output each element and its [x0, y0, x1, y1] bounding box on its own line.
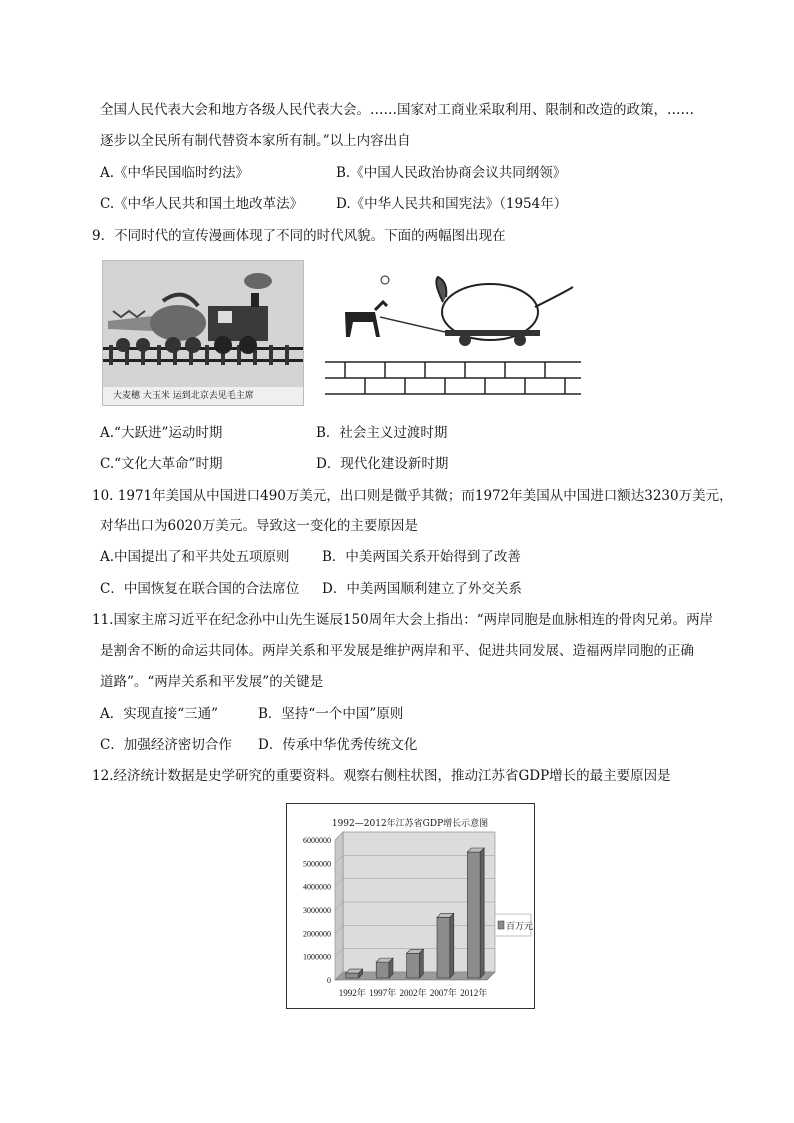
q11-option-d[interactable]: D．传承中华优秀传统文化	[258, 737, 418, 753]
x-tick-label: 2012年	[460, 988, 488, 998]
chart-title: 1992—2012年江苏省GDP增长示意图	[331, 819, 489, 829]
q10-stem-line1: 10. 1971年美国从中国进口490万美元，出口则是微乎其微；而1972年美国从中国进口额达3230万美元，	[92, 488, 733, 504]
cart-illustration	[325, 262, 581, 398]
gdp-bar-chart	[286, 803, 535, 1009]
q10-stem-line2: 对华出口为6020万美元。导致这一变化的主要原因是	[100, 518, 418, 534]
q11-stem-line2: 是割舍不断的命运共同体。两岸关系和平发展是维护两岸和平、促进共同发展、造福两岸同胞的正确	[100, 643, 694, 659]
x-tick-label: 1992年	[338, 988, 366, 998]
q11-option-c[interactable]: C．加强经济密切合作	[100, 737, 232, 753]
q11-option-b[interactable]: B．坚持“一个中国”原则	[258, 706, 404, 722]
q9-option-d[interactable]: D．现代化建设新时期	[316, 456, 449, 472]
y-tick-label: 4000000	[303, 882, 331, 892]
q9-stem: 9．不同时代的宣传漫画体现了不同的时代风貌。下面的两幅图出现在	[92, 228, 506, 244]
q12-stem: 12.经济统计数据是史学研究的重要资料。观察右侧柱状图，推动江苏省GDP增长的最主要原因是	[92, 768, 671, 784]
legend-label: 百万元	[506, 922, 534, 932]
bar	[376, 958, 393, 978]
q10-option-d[interactable]: D．中美两国顺利建立了外交关系	[322, 581, 522, 597]
q9-option-a[interactable]: A.“大跃进”运动时期	[100, 425, 223, 441]
q11-stem-line3: 道路”。“两岸关系和平发展”的关键是	[100, 674, 324, 690]
y-tick-label: 0	[327, 976, 331, 985]
y-tick-label: 2000000	[303, 929, 331, 939]
q9-option-b[interactable]: B．社会主义过渡时期	[316, 425, 448, 441]
bar	[346, 969, 363, 978]
q8-option-d[interactable]: D.《中华人民共和国宪法》（1954年）	[336, 196, 568, 212]
q11-option-a[interactable]: A．实现直接“三通”	[100, 706, 219, 722]
q8-stem-line2: 逐步以全民所有制代替资本家所有制。”以上内容出自	[100, 133, 411, 149]
x-tick-label: 2002年	[399, 988, 427, 998]
x-tick-label: 2007年	[429, 988, 457, 998]
comic-caption: 大麦穗 大玉米 运到北京去见毛主席	[103, 387, 303, 405]
q10-option-a[interactable]: A.中国提出了和平共处五项原则	[100, 549, 290, 565]
y-tick-label: 6000000	[303, 836, 331, 845]
y-tick-label: 3000000	[303, 906, 331, 915]
chart-svg	[287, 804, 534, 1008]
comic-cart-image	[325, 262, 581, 398]
y-tick-label: 5000000	[303, 859, 331, 869]
comic-train-image	[102, 260, 304, 406]
q8-option-a[interactable]: A.《中华民国临时约法》	[100, 165, 250, 181]
q10-option-c[interactable]: C．中国恢复在联合国的合法席位	[100, 581, 300, 597]
q9-option-c[interactable]: C.“文化大革命”时期	[100, 456, 223, 472]
y-tick-label: 1000000	[303, 952, 331, 962]
train-illustration	[103, 261, 303, 387]
bar	[407, 949, 424, 978]
q8-option-b[interactable]: B.《中国人民政治协商会议共同纲领》	[336, 165, 567, 181]
bar	[467, 848, 484, 978]
q11-stem-line1: 11.国家主席习近平在纪念孙中山先生诞辰150周年大会上指出：“两岸同胞是血脉相连的骨肉兄弟。两岸	[92, 612, 714, 628]
x-tick-label: 1997年	[369, 988, 397, 998]
bar	[437, 913, 454, 978]
legend-swatch	[498, 921, 504, 929]
q10-option-b[interactable]: B．中美两国关系开始得到了改善	[322, 549, 521, 565]
q8-stem-line1: 全国人民代表大会和地方各级人民代表大会。……国家对工商业采取利用、限制和改造的政策，……	[100, 102, 694, 118]
q8-option-c[interactable]: C.《中华人民共和国土地改革法》	[100, 196, 304, 212]
